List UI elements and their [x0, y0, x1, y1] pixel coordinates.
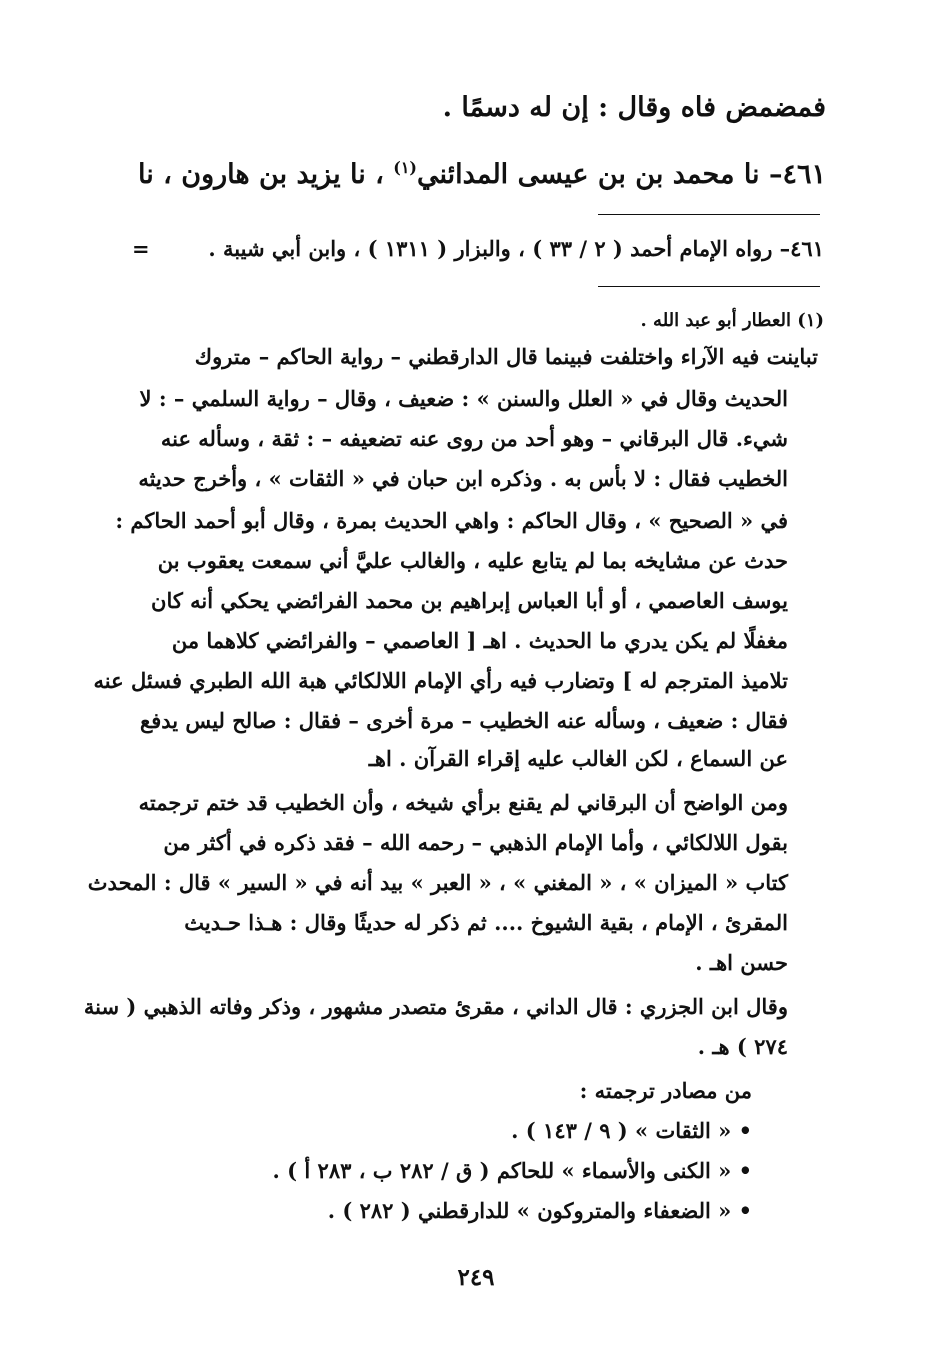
footnote-para2-line: ومن الواضح أن البرقاني لم يقنع برأي شيخه ، وأن الخطيب قد ختم ترجمته: [138, 790, 788, 815]
footnote-intro: [641, 310, 824, 331]
takhrij-line: ٤٦١– رواه الإمام أحمد ( ٢ / ٣٣ ) ، والبزار ( ١٣١١ ) ، وابن أبي شيبة .: [208, 236, 824, 261]
footnote-line: الحديث وقال في « العلل والسنن » : ضعيف ، وقال – رواية السلمي – : لا: [139, 386, 788, 411]
separator-rule-bottom: [598, 286, 820, 287]
footnote-para2-line: كتاب « الميزان » ، « المغني » ، « العبر » بيد أنه في « السير » قال : المحدث: [87, 870, 788, 895]
footnote-intro-text: العطار أبو عبد الله .: [640, 310, 791, 331]
footnote-line: الخطيب فقال : لا بأس به . وذكره ابن حبان في « الثقات » ، وأخرج حديثه: [138, 466, 788, 491]
hadith-text-after: ، نا يزيد بن هارون ، نا: [138, 159, 394, 190]
footnote-para3-line: وقال ابن الجزري : قال الداني ، مقرئ متصدر مشهور ، وذكر وفاته الذهبي ( سنة: [83, 994, 788, 1019]
hadith-line: [138, 158, 826, 190]
footnote-line: في « الصحيح » ، وقال الحاكم : واهي الحديث بمرة ، وقال أبو أحمد الحاكم :: [115, 508, 788, 533]
source-item: • « الثقات » ( ٩ / ١٤٣ ) .: [511, 1118, 752, 1143]
footnote-line: تلاميذ المترجم له ] وتضارب فيه رأي الإمام اللالكائي هبة الله الطبري فسئل عنه: [93, 668, 788, 693]
footnote-para2-line: بقول اللالكائي ، وأما الإمام الذهبي – رحمه الله – فقد ذكره في أكثر من: [163, 830, 788, 855]
main-text-line-1: فمضمض فاه وقال : إن له دسمًا .: [442, 92, 826, 123]
footnote-line: فقال : ضعيف ، وسأله عنه الخطيب – مرة أخرى – فقال : صالح ليس يدفع: [140, 708, 788, 733]
hadith-text-before: نا محمد بن بن عيسى المدائني: [417, 159, 769, 190]
footnote-reference: (١): [393, 158, 417, 177]
footnote-para3-line: ٢٧٤ ) هـ .: [697, 1034, 788, 1059]
footnote-para2-line: المقرئ ، الإمام ، بقية الشيوخ .... ثم ذكر له حديثًا وقال : هـذا حـديث: [184, 910, 788, 935]
footnote-marker: (١): [797, 310, 824, 331]
hadith-number: ٤٦١–: [768, 159, 826, 190]
sources-title: من مصادر ترجمته :: [579, 1078, 752, 1103]
footnote-line: حدث عن مشايخه بما لم يتابع عليه ، والغالب عليَّ أني سمعت يعقوب بن: [157, 548, 788, 573]
footnote-line: عن السماع ، لكن الغالب عليه إقراء القرآن . اهـ: [368, 746, 788, 771]
source-item: • « الضعفاء والمتروكون » للدارقطني ( ٢٨٢ ) .: [327, 1198, 752, 1223]
footnote-line: تباينت فيه الآراء واختلفت فبينما قال الدارقطني – رواية الحاكم – متروك: [194, 344, 818, 369]
footnote-line: شيء. قال البرقاني – وهو أحد من روى عنه تضعيفه – : ثقة ، وسأله عنه: [160, 426, 788, 451]
source-item: • « الكنى والأسماء » للحاكم ( ق / ٢٨٢ ب ، ٢٨٣ أ ) .: [272, 1158, 752, 1183]
footnote-line: يوسف العاصمي ، أو أبا العباس إبراهيم بن محمد الفرائضي يحكي أنه كان: [151, 588, 788, 613]
continuation-mark: =: [132, 236, 150, 261]
footnote-line: مغفلًا لم يكن يدري ما الحديث . اهـ [ العاصمي – والفرائضي كلاهما من: [171, 628, 788, 653]
page-number: ٢٤٩: [457, 1264, 495, 1291]
separator-rule-top: [598, 214, 820, 215]
footnote-para2-line: حسن اهـ .: [695, 950, 788, 975]
